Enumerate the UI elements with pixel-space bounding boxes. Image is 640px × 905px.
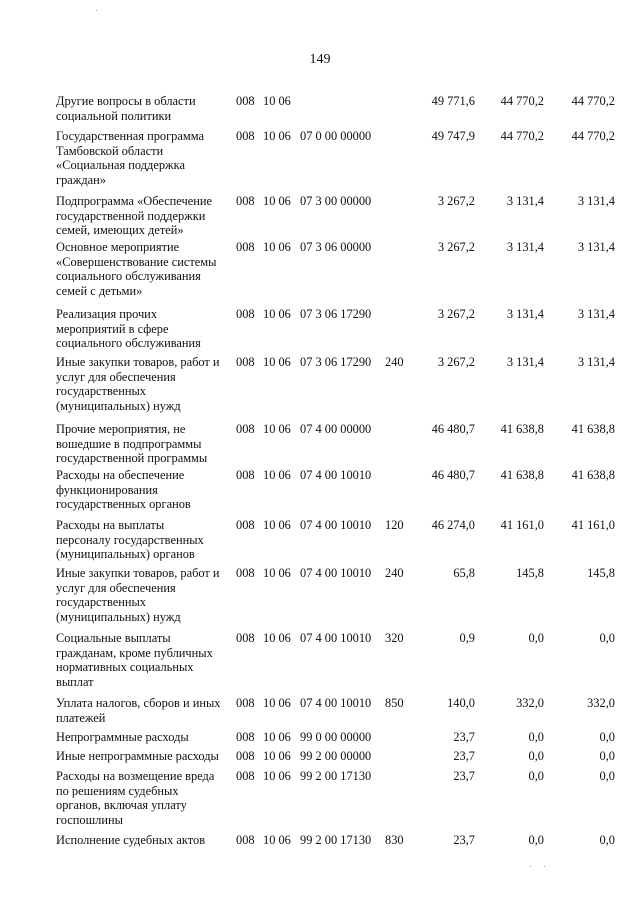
amount-year-1: 23,7: [453, 749, 475, 763]
row-name-line: государственной поддержки: [56, 208, 206, 223]
amount-year-2: 0,0: [528, 730, 544, 744]
amount-year-2: 41 638,8: [500, 468, 544, 482]
target-article: 07 4 00 10010: [300, 566, 372, 580]
expense-type: 240: [385, 566, 404, 580]
row-name-line: государственных: [56, 595, 147, 609]
ministry-code: 008: [236, 696, 255, 710]
amount-year-3: 44 770,2: [571, 94, 615, 108]
amount-year-1: 65,8: [453, 566, 475, 580]
row-name-line: Исполнение судебных актов: [56, 833, 206, 847]
row-name-line: вошедшие в подпрограммы: [56, 436, 202, 451]
row-name-line: граждан»: [56, 172, 106, 187]
section-code: 10 06: [263, 769, 291, 783]
row-name-line: (муниципальных) органов: [56, 547, 195, 561]
ministry-code: 008: [236, 749, 255, 763]
target-article: 07 0 00 00000: [300, 129, 372, 143]
row-name-line: услуг для обеспечения: [56, 369, 176, 384]
amount-year-3: 0,0: [599, 730, 615, 744]
row-name-line: выплат: [56, 674, 94, 689]
amount-year-2: 3 131,4: [506, 355, 544, 369]
row-name-line: гражданам, кроме публичных: [56, 645, 213, 660]
amount-year-2: 44 770,2: [500, 129, 544, 143]
row-name-line: Реализация прочих: [56, 307, 158, 321]
amount-year-1: 3 267,2: [437, 240, 475, 254]
row-name: [56, 422, 236, 466]
amount-year-1: 3 267,2: [437, 355, 475, 369]
amount-year-3: 0,0: [599, 631, 615, 645]
section-code: 10 06: [263, 355, 291, 369]
section-code: 10 06: [263, 194, 291, 208]
section-code: 10 06: [263, 631, 291, 645]
row-name-line: Прочие мероприятия, не: [56, 422, 186, 436]
row-name-line: государственных органов: [56, 497, 191, 511]
expense-type: 320: [385, 631, 404, 645]
amount-year-1: 23,7: [453, 730, 475, 744]
row-name-line: функционирования: [56, 482, 158, 497]
amount-year-2: 41 161,0: [500, 518, 544, 532]
row-name-line: государственной программы: [56, 451, 208, 465]
row-name-line: «Социальная поддержка: [56, 158, 185, 172]
target-article: 07 4 00 10010: [300, 518, 372, 532]
amount-year-1: 140,0: [447, 696, 475, 710]
row-name-line: Уплата налогов, сборов и иных: [56, 696, 221, 710]
amount-year-3: 3 131,4: [577, 307, 615, 321]
target-article: 07 3 06 17290: [300, 307, 372, 321]
row-name-line: нормативных социальных: [56, 660, 194, 674]
amount-year-3: 41 161,0: [571, 518, 615, 532]
section-code: 10 06: [263, 307, 291, 321]
amount-year-2: 3 131,4: [506, 307, 544, 321]
ministry-code: 008: [236, 129, 255, 143]
row-name-line: (муниципальных) нужд: [56, 609, 181, 624]
target-article: 99 2 00 17130: [300, 833, 372, 847]
amount-year-2: 0,0: [528, 769, 544, 783]
amount-year-1: 49 771,6: [431, 94, 475, 108]
amount-year-1: 3 267,2: [437, 194, 475, 208]
amount-year-2: 0,0: [528, 631, 544, 645]
amount-year-3: 0,0: [599, 749, 615, 763]
expense-type: 240: [385, 355, 404, 369]
row-name-line: Иные закупки товаров, работ и: [56, 566, 220, 580]
amount-year-2: 3 131,4: [506, 240, 544, 254]
ministry-code: 008: [236, 518, 255, 532]
row-name-line: Иные непрограммные расходы: [56, 749, 219, 763]
row-name: [56, 749, 236, 764]
target-article: 07 4 00 10010: [300, 696, 372, 710]
row-name-line: Непрограммные расходы: [56, 730, 189, 744]
row-name-line: социального обслуживания: [56, 269, 201, 283]
amount-year-3: 44 770,2: [571, 129, 615, 143]
row-name-line: социального обслуживания: [56, 336, 201, 350]
section-code: 10 06: [263, 749, 291, 763]
amount-year-1: 3 267,2: [437, 307, 475, 321]
amount-year-3: 41 638,8: [571, 422, 615, 436]
target-article: 07 3 06 00000: [300, 240, 372, 254]
row-name-line: мероприятий в сфере: [56, 321, 169, 336]
row-name-line: Основное мероприятие: [56, 240, 180, 254]
row-name-line: государственных: [56, 384, 147, 398]
ministry-code: 008: [236, 240, 255, 254]
section-code: 10 06: [263, 94, 291, 108]
ministry-code: 008: [236, 194, 255, 208]
row-name: [56, 566, 236, 624]
row-name-line: госпошлины: [56, 812, 123, 827]
row-name: [56, 631, 236, 689]
amount-year-2: 145,8: [516, 566, 544, 580]
ministry-code: 008: [236, 769, 255, 783]
row-name-line: Социальные выплаты: [56, 631, 171, 645]
amount-year-2: 0,0: [528, 833, 544, 847]
target-article: 07 4 00 00000: [300, 422, 372, 436]
row-name-line: Другие вопросы в области: [56, 94, 196, 108]
row-name-line: Иные закупки товаров, работ и: [56, 355, 220, 369]
row-name-line: Подпрограмма «Обеспечение: [56, 194, 212, 208]
row-name: [56, 94, 236, 123]
target-article: 07 4 00 10010: [300, 631, 372, 645]
amount-year-2: 332,0: [516, 696, 544, 710]
section-code: 10 06: [263, 468, 291, 482]
amount-year-2: 3 131,4: [506, 194, 544, 208]
row-name: [56, 769, 236, 827]
expense-type: 830: [385, 833, 404, 847]
row-name: [56, 696, 236, 725]
section-code: 10 06: [263, 833, 291, 847]
amount-year-1: 23,7: [453, 833, 475, 847]
row-name-line: Расходы на возмещение вреда: [56, 769, 215, 783]
amount-year-3: 3 131,4: [577, 355, 615, 369]
section-code: 10 06: [263, 566, 291, 580]
row-name-line: платежей: [56, 710, 106, 725]
row-name: [56, 307, 236, 351]
ministry-code: 008: [236, 355, 255, 369]
ministry-code: 008: [236, 566, 255, 580]
amount-year-1: 46 274,0: [431, 518, 475, 532]
page-number: 149: [309, 52, 331, 67]
row-name-line: семей, имеющих детей»: [56, 223, 184, 237]
row-name-line: по решениям судебных: [56, 783, 179, 798]
target-article: 99 0 00 00000: [300, 730, 372, 744]
row-name-line: социальной политики: [56, 108, 172, 123]
amount-year-3: 41 638,8: [571, 468, 615, 482]
target-article: 99 2 00 17130: [300, 769, 372, 783]
section-code: 10 06: [263, 730, 291, 744]
row-name-line: «Совершенствование системы: [56, 254, 217, 269]
amount-year-3: 0,0: [599, 833, 615, 847]
row-name: [56, 833, 236, 848]
row-name-line: органов, включая уплату: [56, 798, 187, 812]
target-article: 07 4 00 10010: [300, 468, 372, 482]
target-article: 07 3 00 00000: [300, 194, 372, 208]
row-name: [56, 194, 236, 238]
row-name-line: Расходы на выплаты: [56, 518, 165, 532]
section-code: 10 06: [263, 696, 291, 710]
expense-type: 850: [385, 696, 404, 710]
ministry-code: 008: [236, 468, 255, 482]
amount-year-3: 3 131,4: [577, 240, 615, 254]
row-name: [56, 518, 236, 562]
row-name: [56, 355, 236, 413]
section-code: 10 06: [263, 129, 291, 143]
row-name: [56, 240, 236, 298]
amount-year-1: 46 480,7: [431, 468, 475, 482]
target-article: 99 2 00 00000: [300, 749, 372, 763]
ministry-code: 008: [236, 94, 255, 108]
row-name-line: Государственная программа: [56, 129, 204, 143]
amount-year-2: 44 770,2: [500, 94, 544, 108]
row-name-line: персоналу государственных: [56, 532, 204, 547]
row-name-line: семей с детьми»: [56, 283, 143, 298]
ministry-code: 008: [236, 631, 255, 645]
amount-year-3: 0,0: [599, 769, 615, 783]
ministry-code: 008: [236, 730, 255, 744]
amount-year-2: 0,0: [528, 749, 544, 763]
section-code: 10 06: [263, 422, 291, 436]
section-code: 10 06: [263, 518, 291, 532]
amount-year-1: 49 747,9: [431, 129, 475, 143]
amount-year-3: 145,8: [587, 566, 615, 580]
ministry-code: 008: [236, 307, 255, 321]
row-name-line: Расходы на обеспечение: [56, 468, 185, 482]
section-code: 10 06: [263, 240, 291, 254]
row-name: [56, 730, 236, 745]
row-name-line: услуг для обеспечения: [56, 580, 176, 595]
amount-year-1: 23,7: [453, 769, 475, 783]
row-name: [56, 129, 236, 187]
ministry-code: 008: [236, 833, 255, 847]
row-name: [56, 468, 236, 512]
amount-year-3: 3 131,4: [577, 194, 615, 208]
row-name-line: Тамбовской области: [56, 143, 164, 158]
ministry-code: 008: [236, 422, 255, 436]
expense-type: 120: [385, 518, 404, 532]
target-article: 07 3 06 17290: [300, 355, 372, 369]
amount-year-2: 41 638,8: [500, 422, 544, 436]
amount-year-3: 332,0: [587, 696, 615, 710]
amount-year-1: 46 480,7: [431, 422, 475, 436]
amount-year-1: 0,9: [459, 631, 475, 645]
row-name-line: (муниципальных) нужд: [56, 398, 181, 413]
